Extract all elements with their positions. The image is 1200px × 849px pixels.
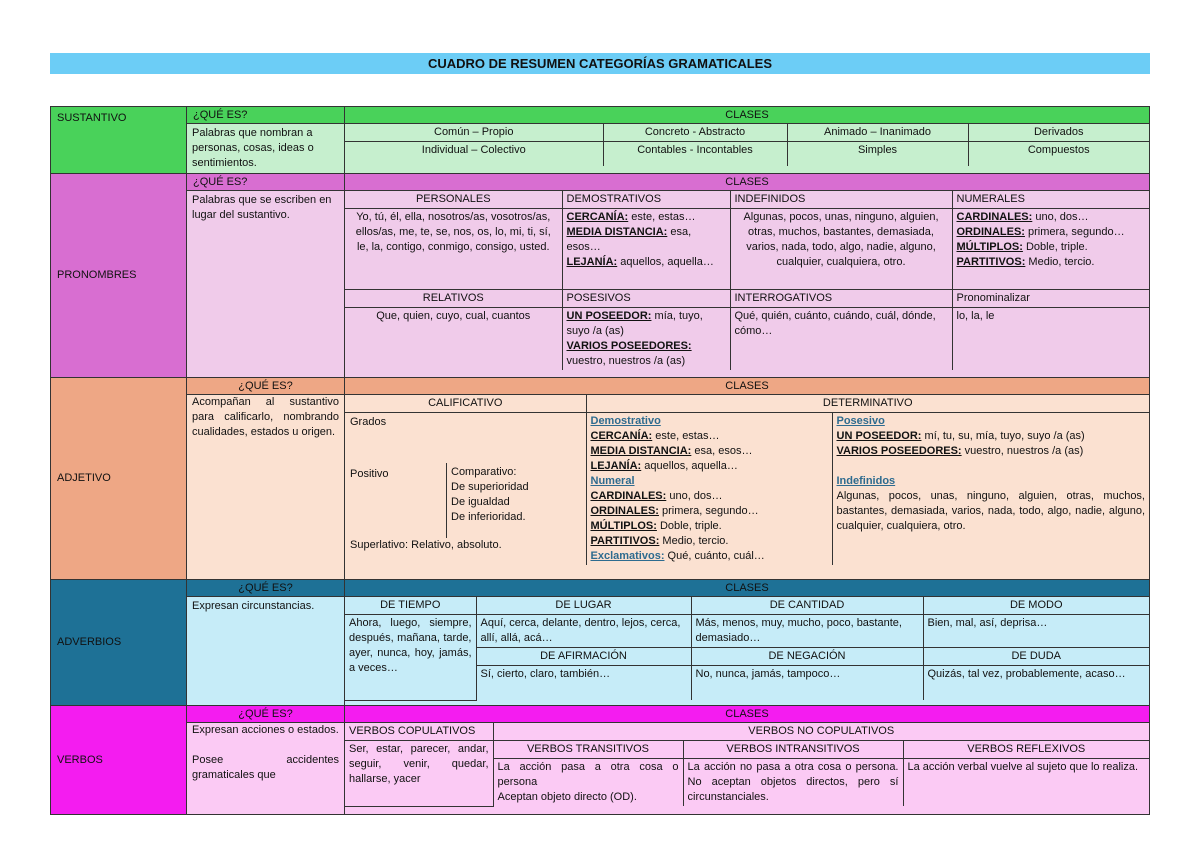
pronombres-que-es: ¿QUÉ ES? <box>187 174 344 191</box>
sustantivo-definition <box>187 107 345 174</box>
adv-header-cell: DE LUGAR <box>476 597 691 615</box>
adverbios-category <box>51 580 187 706</box>
sustantivo-que-es: ¿QUÉ ES? <box>187 107 344 124</box>
verbos-que-es: ¿QUÉ ES? <box>187 706 344 723</box>
pronombres-label: PRONOMBRES <box>57 269 137 281</box>
pronombres-clases-header: CLASES <box>345 174 1149 191</box>
adj-superlativo: Superlativo: Relativo, absoluto. <box>350 539 502 551</box>
adv-duda: Quizás, tal vez, probablemente, acaso… <box>923 666 1149 701</box>
pron-header-cell: POSESIVOS <box>562 290 730 308</box>
adjetivo-classes <box>345 378 1150 580</box>
sustantivo-row <box>51 107 1150 174</box>
adverbios-row <box>51 580 1150 706</box>
sustantivo-classes-grid <box>345 124 1149 166</box>
adj-det-col1: Demostrativo CERCANÍA: este, estas… MEDIA DISTANCIA: esa, esos… LEJANÍA: aquellos, aquella… Numeral CARDINALES: uno, dos… ORDINALES: primera, segundo… MÚLTIPLOS: Doble, triple. PARTITIVOS: Medio, tercio. Exclamativos: Qué, cuánto, cuál… <box>586 413 832 566</box>
verbos-classes-grid <box>345 723 1149 807</box>
pron-header-cell: Pronominalizar <box>952 290 1149 308</box>
sustantivo-clases-header: CLASES <box>345 107 1149 124</box>
pron-pronominalizar: lo, la, le <box>952 308 1149 371</box>
adj-grados: Grados <box>350 416 387 428</box>
adj-positivo: Positivo <box>350 468 389 480</box>
sust-class-cell: Animado – Inanimado <box>787 124 968 142</box>
adv-header-cell: DE CANTIDAD <box>691 597 923 615</box>
adj-det-col2: Posesivo UN POSEEDOR: mí, tu, su, mía, tuyo, suyo /a (as) VARIOS POSEEDORES: vuestro, nuestros /a (as) Indefinidos Algunas, pocos, unas, ninguno, alguien, otras, muchos, bastantes, demasiada, varios, nada, todo, algo, nadie, alguno, cualquier, cualquiera, otro. <box>832 413 1149 566</box>
pronombres-classes <box>345 174 1150 378</box>
verbos-row <box>51 706 1150 815</box>
sustantivo-classes <box>345 107 1150 174</box>
adjetivo-row <box>51 378 1150 580</box>
sust-class-cell: Compuestos <box>968 142 1149 167</box>
verbos-classes <box>345 706 1150 815</box>
adj-determinativo-header: DETERMINATIVO <box>586 395 1149 413</box>
pronombres-desc: Palabras que se escriben en lugar del sustantivo. <box>192 194 332 221</box>
adv-header-cell: DE NEGACIÓN <box>691 648 923 666</box>
verbos-reflexivos: La acción verbal vuelve al sujeto que lo realiza. <box>903 759 1149 807</box>
pron-personales: Yo, tú, él, ella, nosotros/as, vosotros/as, ellos/as, me, te, se, nos, os, lo, mi, ti, sí, le, la, contigo, conmigo, consigo, usted. <box>345 209 562 290</box>
pronombres-row <box>51 174 1150 378</box>
verbos-desc-1: Expresan acciones o estados. <box>192 724 339 736</box>
pron-demostrativos: CERCANÍA: este, estas… MEDIA DISTANCIA: esa, esos… LEJANÍA: aquellos, aquella… <box>562 209 730 290</box>
verbos-definition <box>187 706 345 815</box>
adv-modo: Bien, mal, así, deprisa… <box>923 615 1149 648</box>
pronombres-definition <box>187 174 345 378</box>
pron-posesivos: UN POSEEDOR: mía, tuyo, suyo /a (as) VARIOS POSEEDORES: vuestro, nuestros /a (as) <box>562 308 730 371</box>
adv-lugar: Aquí, cerca, delante, dentro, lejos, cerca, allí, allá, acá… <box>476 615 691 648</box>
adjetivo-definition <box>187 378 345 580</box>
verbos-copulativos-header: VERBOS COPULATIVOS <box>345 723 493 741</box>
pron-header-cell: RELATIVOS <box>345 290 562 308</box>
adv-header-cell: DE TIEMPO <box>345 597 476 615</box>
verbos-desc-2: Posee accidentes gramaticales que <box>192 754 339 781</box>
sustantivo-category <box>51 107 187 174</box>
verbos-intransitivos: La acción no pasa a otra cosa o persona. No aceptan objetos directos, pero sí circunstanciales. <box>683 759 903 807</box>
pron-indefinidos: Algunas, pocos, unas, ninguno, alguien, otras, muchos, bastantes, demasiada, varios, nada, todo, algo, nadie, alguno, cualquier, cualquiera, otro. <box>730 209 952 290</box>
pron-header-cell: DEMOSTRATIVOS <box>562 191 730 209</box>
verbos-transitivos: La acción pasa a otra cosa o persona Aceptan objeto directo (OD). <box>493 759 683 807</box>
pron-header-cell: NUMERALES <box>952 191 1149 209</box>
adj-comparativo: Comparativo: De superioridad De igualdad De inferioridad. <box>446 463 586 538</box>
verbos-category <box>51 706 187 815</box>
pron-numerales: CARDINALES: uno, dos… ORDINALES: primera, segundo… MÚLTIPLOS: Doble, triple. PARTITIVOS: Medio, tercio. <box>952 209 1149 290</box>
pron-header-cell: INTERROGATIVOS <box>730 290 952 308</box>
pronombres-classes-grid <box>345 191 1149 370</box>
pronombres-category <box>51 174 187 378</box>
adv-header-cell: DE DUDA <box>923 648 1149 666</box>
adj-calificativo-header: CALIFICATIVO <box>345 395 586 413</box>
adverbios-que-es: ¿QUÉ ES? <box>187 580 344 597</box>
adverbios-clases-header: CLASES <box>345 580 1149 597</box>
verbos-header-cell: VERBOS TRANSITIVOS <box>493 741 683 759</box>
adverbios-definition <box>187 580 345 706</box>
adjetivo-clases-header: CLASES <box>345 378 1149 395</box>
adjetivo-desc: Acompañan al sustantivo para calificarlo, nombrando cualidades, estados u origen. <box>192 396 339 438</box>
verbos-header-cell: VERBOS REFLEXIVOS <box>903 741 1149 759</box>
adv-negacion: No, nunca, jamás, tampoco… <box>691 666 923 701</box>
sustantivo-label: SUSTANTIVO <box>57 112 127 124</box>
adjetivo-label: ADJETIVO <box>57 472 111 484</box>
adverbios-desc: Expresan circunstancias. <box>192 600 315 612</box>
pron-header-cell: PERSONALES <box>345 191 562 209</box>
sustantivo-desc: Palabras que nombran a personas, cosas, ideas o sentimientos. <box>192 127 314 169</box>
adjetivo-que-es: ¿QUÉ ES? <box>187 378 344 395</box>
adjetivo-classes-grid <box>345 395 1149 565</box>
adv-afirmacion: Sí, cierto, claro, también… <box>476 666 691 701</box>
adv-header-cell: DE AFIRMACIÓN <box>476 648 691 666</box>
sust-class-cell: Individual – Colectivo <box>345 142 603 167</box>
adv-cantidad: Más, menos, muy, mucho, poco, bastante, demasiado… <box>691 615 923 648</box>
page-title: CUADRO DE RESUMEN CATEGORÍAS GRAMATICALES <box>50 53 1150 74</box>
adv-header-cell: DE MODO <box>923 597 1149 615</box>
verbos-copulativos-list: Ser, estar, parecer, andar, seguir, venir, quedar, hallarse, yacer <box>345 741 493 807</box>
pron-interrogativos: Qué, quién, cuánto, cuándo, cuál, dónde, cómo… <box>730 308 952 371</box>
adverbios-classes-grid <box>345 597 1149 701</box>
adj-calificativo <box>345 413 586 566</box>
verbos-label: VERBOS <box>57 753 103 766</box>
summary-table <box>50 106 1150 815</box>
pron-relativos: Que, quien, cuyo, cual, cuantos <box>345 308 562 371</box>
verbos-clases-header: CLASES <box>345 706 1149 723</box>
sust-class-cell: Común – Propio <box>345 124 603 142</box>
adverbios-label: ADVERBIOS <box>57 636 122 648</box>
adverbios-classes <box>345 580 1150 706</box>
pron-header-cell: INDEFINIDOS <box>730 191 952 209</box>
sust-class-cell: Concreto - Abstracto <box>603 124 787 142</box>
verbos-header-cell: VERBOS INTRANSITIVOS <box>683 741 903 759</box>
sust-class-cell: Simples <box>787 142 968 167</box>
adjetivo-category <box>51 378 187 580</box>
sust-class-cell: Contables - Incontables <box>603 142 787 167</box>
verbos-no-copulativos-header: VERBOS NO COPULATIVOS <box>493 723 1149 741</box>
sust-class-cell: Derivados <box>968 124 1149 142</box>
adv-tiempo: Ahora, luego, siempre, después, mañana, tarde, ayer, nunca, hoy, jamás, a veces… <box>345 615 476 701</box>
